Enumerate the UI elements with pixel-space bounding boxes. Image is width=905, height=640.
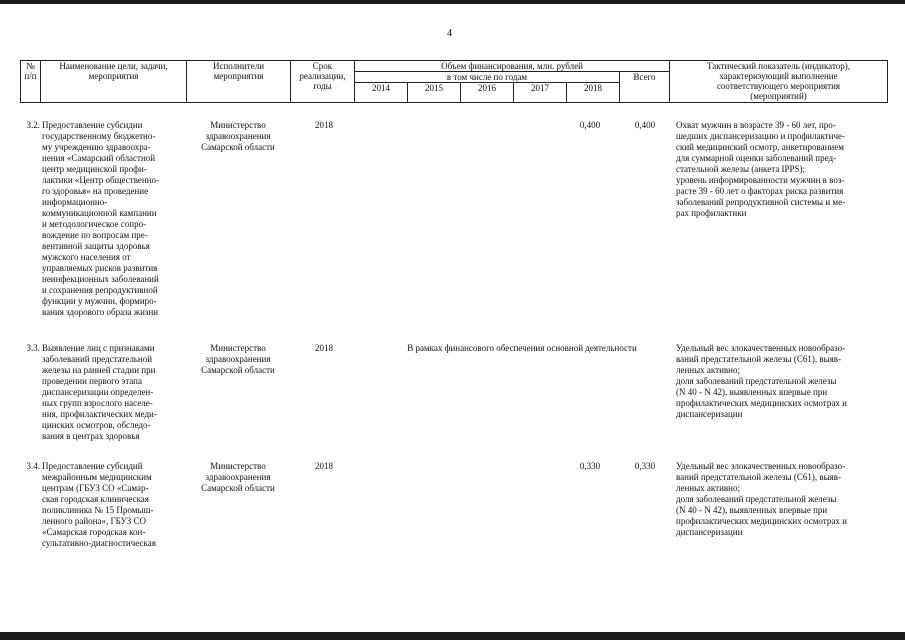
row-term: 2018 [315, 461, 333, 471]
header-year: 2015 [408, 83, 461, 103]
header-by-years: в том числе по годам [355, 72, 620, 83]
top-border [0, 0, 905, 4]
row-indicator: Удельный вес злокачественных новообразо- ваний предстательной железы (С61), выяв- ленных активно; доля заболеваний предстательной железы (N 40 - N 42), выявленных впервые при профилактических медицинских осмотрах и диспансеризации [676, 343, 847, 419]
row-value-2018: 0,330 [579, 461, 601, 471]
row-number: 3.3. [26, 343, 40, 353]
row-name: Предоставление субсидии государственному бюджетно- му учреждению здравоохра- нения «Самарский областной центр медицинской профи- лактики «Центр общественно- го здоровья» на проведение информационно- коммуникационной кампании и методологическое сопро- вождение по вопросам пре- вентивной защиты здоровья мужского населения от управляемых рисков развития неинфекционных заболеваний и сохранения репродуктивной функции у мужчин, формиро- вания здорового образа жизни [42, 120, 160, 317]
row-indicator: Охват мужчин в возрасте 39 - 60 лет, про- шедших диспансеризацию и профилактиче- ский медицинский осмотр, анкетированием для суммарной оценки заболеваний пред- стательной железы (анкета IPPS); уровень информированности мужчин в воз- расте 39 - 60 лет о факторах риска развития заболеваний репродуктивной системы и ме- рах профилактики [676, 120, 846, 218]
row-number: 3.2. [26, 120, 40, 130]
header-indicator: Тактический показатель (индикатор), характеризующий выполнение соответствующего мероприятия (мероприятий) [670, 61, 888, 103]
header-year: 2014 [355, 83, 408, 103]
header-year: 2016 [461, 83, 514, 103]
row-executor: Министерство здравоохранения Самарской области [201, 120, 275, 152]
row-value-total: 0,330 [634, 461, 656, 471]
row-value-2018: 0,400 [579, 120, 601, 130]
bottom-border [0, 632, 905, 640]
page-number: 4 [447, 28, 452, 39]
header-name: Наименование цели, задачи, мероприятия [41, 61, 187, 103]
row-finance-note: В рамках финансового обеспечения основной деятельности [407, 343, 637, 353]
header-exec: Исполнители мероприятия [187, 61, 291, 103]
row-indicator: Удельный вес злокачественных новообразо- ваний предстательной железы (С61), выяв- ленных активно; доля заболеваний предстательной железы (N 40 - N 42), выявленных впервые при профилактических медицинских осмотрах и диспансеризации [676, 461, 847, 537]
row-name: Выявление лиц с признаками заболеваний предстательной железы на ранней стадии при проведении первого этапа диспансеризации определен- ных групп взрослого населе- ния, профилактических меди- цинских осмотров, обследо- вания в центрах здоровья [42, 343, 157, 441]
header-year: 2017 [514, 83, 567, 103]
row-term: 2018 [315, 343, 333, 353]
header-finance: Объем финансирования, млн. рублей [355, 61, 670, 72]
row-term: 2018 [315, 120, 333, 130]
header-num: № п/п [21, 61, 41, 103]
row-executor: Министерство здравоохранения Самарской области [201, 461, 275, 493]
row-number: 3.4. [26, 461, 40, 471]
header-total: Всего [620, 72, 670, 103]
row-executor: Министерство здравоохранения Самарской области [201, 343, 275, 375]
row-name: Предоставление субсидий межрайонным медицинским центрам (ГБУЗ СО «Самар- ская городская клиническая поликлиника № 15 Промыш- ленного района», ГБУЗ СО «Самарская городская кон- сультативно-диагностическая [42, 461, 156, 548]
header-year: 2018 [567, 83, 620, 103]
row-value-total: 0,400 [634, 120, 656, 130]
table-header [20, 60, 888, 103]
header-term: Срок реализации, годы [291, 61, 355, 103]
